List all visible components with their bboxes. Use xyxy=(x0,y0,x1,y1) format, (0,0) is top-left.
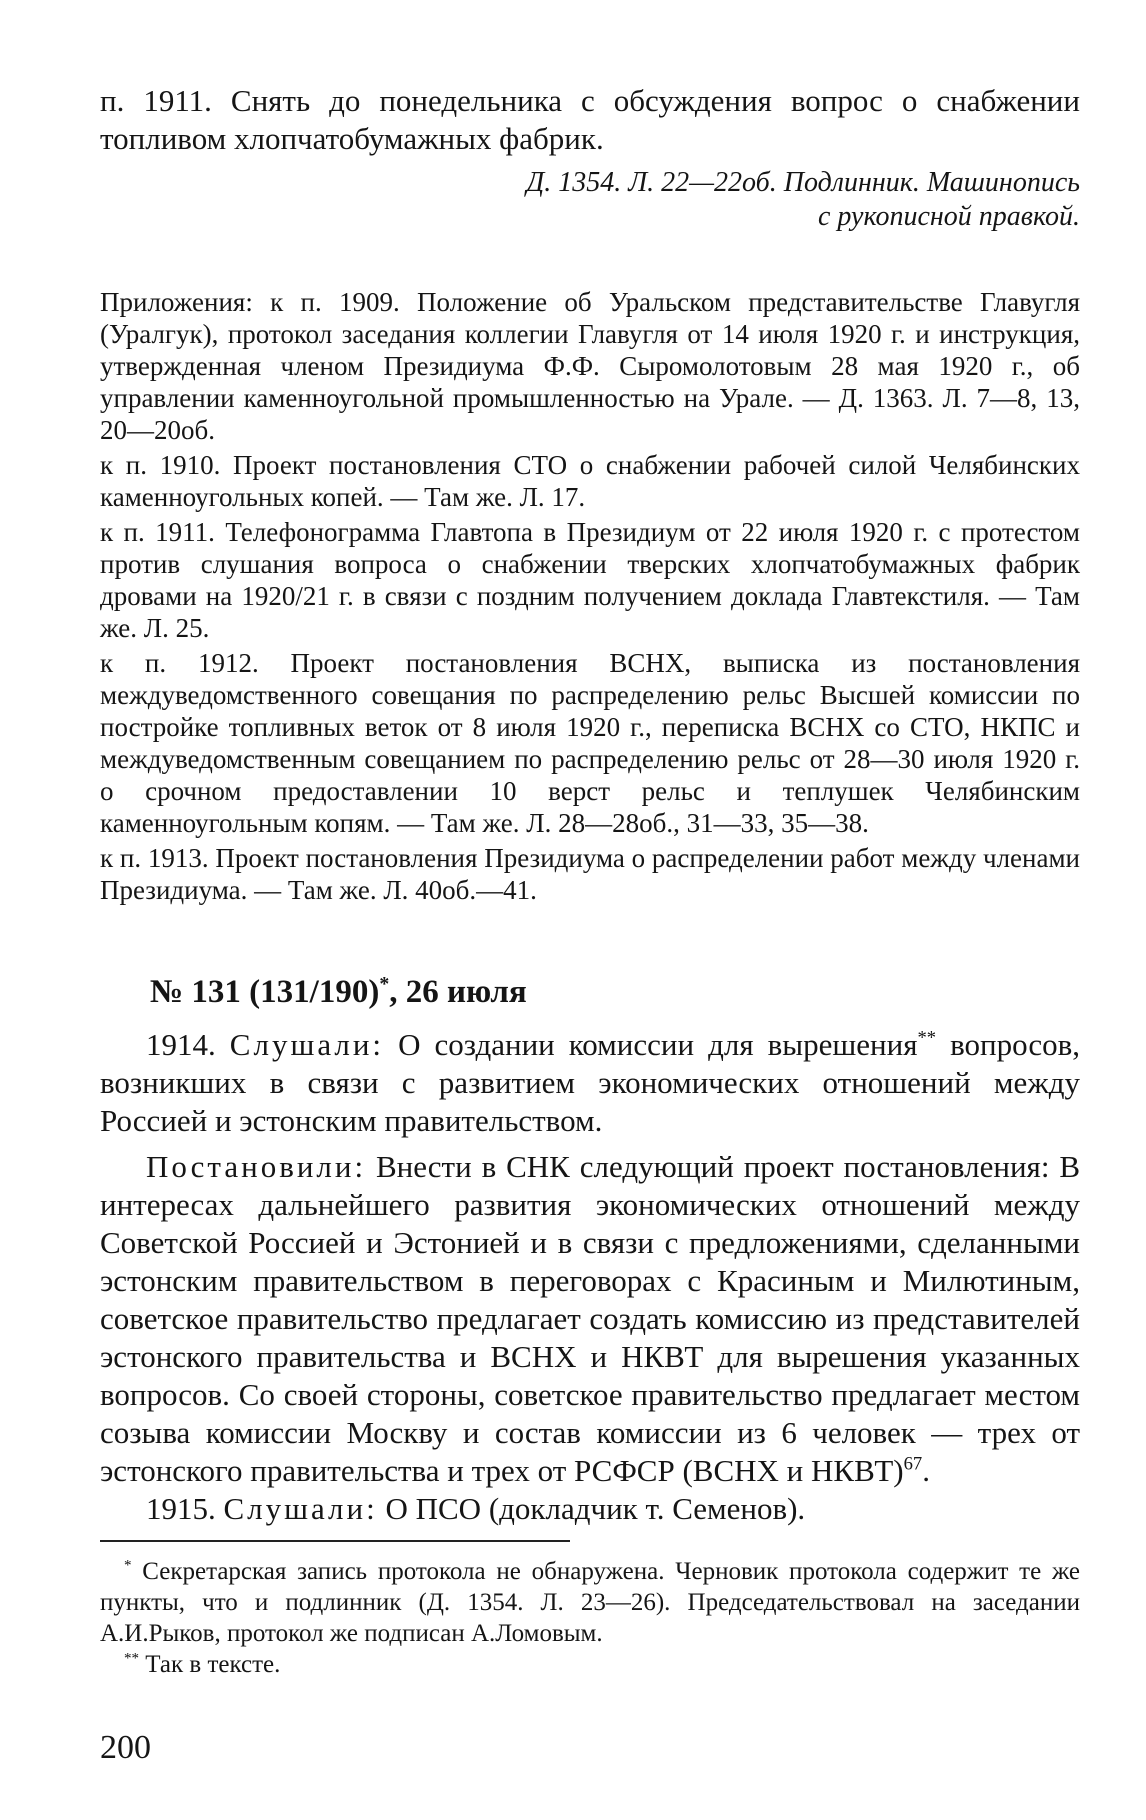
footnote-2-text: Так в тексте. xyxy=(139,1651,281,1678)
item-1914 xyxy=(100,1026,1080,1140)
heard-label: Слушали: xyxy=(229,1027,385,1062)
reference-mark: 67 xyxy=(903,1453,923,1475)
archival-source-line-1: Д. 1354. Л. 22—22об. Подлинник. Машинопись xyxy=(526,167,1080,198)
decided-text: Внести в СНК следующий проект постановления: В интересах дальнейшего развития экономических отношений между Советской Россией и Эстонией и в связи с предложениями, сделанными эстонским правительством в переговорах с Красиным и Милютиным, советское правительство предлагает создать комиссию из представителей эстонского правительства и ВСНХ и НКВТ для вырешения указанных вопросов. Со своей стороны, советское правительство предлагает местом созыва комиссии Москву и состав комиссии из 6 человек — трех от эстонского правительства и трех от РСФСР (ВСНХ и НКВТ) xyxy=(100,1149,1080,1488)
opening-paragraph: п. 1911. Снять до понедельника с обсуждения вопрос о снабжении топливом хлопчатобумажных фабрик. xyxy=(100,83,1080,156)
decided-label: Постановили: xyxy=(146,1149,367,1184)
item-1914-footnote-mark: ** xyxy=(917,1027,937,1049)
page-body xyxy=(100,82,1080,1680)
item-1914-text-b: вопросов, возникших в связи с развитием экономических отношений между Россией и эстонским правительством. xyxy=(100,1027,1081,1138)
footnote-1-text: Секретарская запись протокола не обнаружена. Черновик протокола содержит те же пункты, что и подлинник (Д. 1354. Л. 23—26). Председательствовал на заседании А.И.Рыков, протокол же подписан А.Ломовым. xyxy=(100,1558,1080,1647)
archival-source-line-2: с рукописной правкой. xyxy=(817,201,1080,232)
appendix-item: к п. 1909. Положение об Уральском представительстве Главугля (Уралгук), протокол заседания коллегии Главугля от 14 июля 1920 г. и инструкция, утвержденная членом Президиума Ф.Ф. Сыромолотовым 28 мая 1920 г., об управлении каменноугольной промышленностью на Урале. — Д. 1363. Л. 7—8, 13, 20—20об. xyxy=(100,287,1081,445)
decision-paragraph xyxy=(100,1148,1080,1490)
appendix-item: к п. 1911. Телефонограмма Главтопа в Президиум от 22 июля 1920 г. с протестом против слушания вопроса о снабжении тверских хлопчатобумажных фабрик дровами на 1920/21 г. в связи с поздним получением доклада Главтекстиля. — Там же. Л. 25. xyxy=(100,517,1080,643)
appendix-item: к п. 1910. Проект постановления СТО о снабжении рабочей силой Челябинских каменноугольных копей. — Там же. Л. 17. xyxy=(100,450,1080,512)
archival-source xyxy=(100,166,1080,234)
item-1914-text-a: О создании комиссии для вырешения xyxy=(398,1027,918,1062)
footnote-1 xyxy=(100,1556,1080,1649)
appendix-label: Приложения: xyxy=(100,287,253,317)
heard-label-1915: Слушали: xyxy=(223,1491,378,1526)
footnote-1-mark: * xyxy=(124,1557,132,1574)
header-footnote-mark: * xyxy=(379,973,390,995)
footnote-2-mark: ** xyxy=(124,1650,139,1667)
footnote-2 xyxy=(100,1649,1080,1680)
document-number: № 131 (131/190) xyxy=(150,974,380,1010)
item-1914-number: 1914. xyxy=(146,1027,216,1062)
decided-end: . xyxy=(922,1453,930,1488)
page-number: 200 xyxy=(100,1729,151,1766)
document-date: , 26 июля xyxy=(389,974,527,1010)
appendix-section xyxy=(100,286,1080,906)
footnote-divider xyxy=(100,1540,570,1542)
appendix-item: к п. 1912. Проект постановления ВСНХ, выписка из постановления междуведомственного совещания по распределению рельс Высшей комиссии по постройке топливных веток от 8 июля 1920 г., переписка ВСНХ со СТО, НКПС и междуведомственным совещанием по распределению рельс от 28—30 июля 1920 г. о срочном предоставлении 10 верст рельс и теплушек Челябинским каменноугольным копям. — Там же. Л. 28—28об., 31—33, 35—38. xyxy=(100,648,1080,838)
item-1915 xyxy=(100,1490,1080,1528)
appendix-item: к п. 1913. Проект постановления Президиума о распределении работ между членами Президиума. — Там же. Л. 40об.—41. xyxy=(100,843,1080,905)
item-1915-text: О ПСО (докладчик т. Семенов). xyxy=(385,1491,806,1526)
appendix-first-item xyxy=(100,286,1080,446)
item-1915-number: 1915. xyxy=(146,1491,216,1526)
document-header xyxy=(150,972,1080,1012)
